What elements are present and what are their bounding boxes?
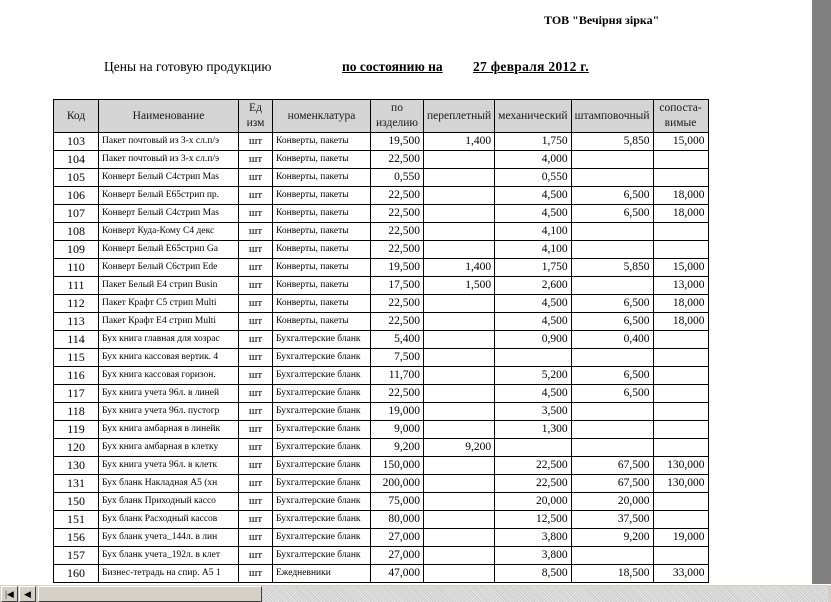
cell-binding[interactable] — [424, 493, 495, 511]
cell-unit[interactable]: шт — [239, 259, 273, 277]
cell-nom[interactable]: Конверты, пакеты — [273, 277, 371, 295]
cell-binding[interactable] — [424, 241, 495, 259]
cell-code[interactable]: 109 — [54, 241, 99, 259]
cell-stamp[interactable] — [571, 151, 653, 169]
column-header-matched: сопоста-вимые — [653, 100, 708, 133]
cell-unit[interactable]: шт — [239, 169, 273, 187]
cell-nom[interactable]: Ежедневники — [273, 565, 371, 583]
cell-unit[interactable]: шт — [239, 529, 273, 547]
column-header-stamp: штамповочный — [571, 100, 653, 133]
table-row — [54, 565, 709, 583]
cell-code[interactable]: 119 — [54, 421, 99, 439]
cell-nom[interactable]: Бухгалтерские бланк — [273, 475, 371, 493]
cell-nom[interactable]: Конверты, пакеты — [273, 295, 371, 313]
cell-matched[interactable] — [653, 367, 708, 385]
cell-stamp[interactable]: 6,500 — [571, 295, 653, 313]
cell-matched[interactable] — [653, 493, 708, 511]
table-row — [54, 331, 709, 349]
column-header-unit: Ед изм — [239, 100, 273, 133]
cell-nom[interactable]: Бухгалтерские бланк — [273, 331, 371, 349]
cell-binding[interactable] — [424, 421, 495, 439]
cell-mechanical[interactable]: 1,750 — [495, 259, 571, 277]
table-row — [54, 151, 709, 169]
cell-per_item[interactable]: 9,200 — [371, 439, 424, 457]
cell-unit[interactable]: шт — [239, 457, 273, 475]
cell-mechanical[interactable]: 20,000 — [495, 493, 571, 511]
cell-matched[interactable] — [653, 403, 708, 421]
cell-mechanical[interactable]: 5,200 — [495, 367, 571, 385]
cell-stamp[interactable]: 37,500 — [571, 511, 653, 529]
page-title: Цены на готовую продукцию — [104, 59, 272, 74]
cell-per_item[interactable]: 200,000 — [371, 475, 424, 493]
cell-name[interactable]: Бух книга учета 96л. пустогр — [99, 403, 239, 421]
table-row — [54, 133, 709, 151]
cell-matched[interactable] — [653, 169, 708, 187]
cell-nom[interactable]: Конверты, пакеты — [273, 259, 371, 277]
table-row — [54, 277, 709, 295]
arrow-left-icon: ◀ — [24, 589, 31, 599]
cell-matched[interactable]: 15,000 — [653, 133, 708, 151]
cell-matched[interactable] — [653, 223, 708, 241]
cell-per_item[interactable]: 22,500 — [371, 151, 424, 169]
cell-code[interactable]: 103 — [54, 133, 99, 151]
cell-mechanical[interactable]: 0,900 — [495, 331, 571, 349]
cell-unit[interactable]: шт — [239, 367, 273, 385]
cell-name[interactable]: Конверт Белый С4стрип Mas — [99, 169, 239, 187]
cell-stamp[interactable]: 5,850 — [571, 133, 653, 151]
arrow-left-end-icon: |◀ — [5, 589, 14, 599]
cell-name[interactable]: Бизнес-тетрадь на спир. А5 1 — [99, 565, 239, 583]
cell-name[interactable]: Конверт Белый С4стрип Mas — [99, 205, 239, 223]
cell-unit[interactable]: шт — [239, 295, 273, 313]
cell-binding[interactable] — [424, 403, 495, 421]
cell-unit[interactable]: шт — [239, 331, 273, 349]
cell-name[interactable]: Конверт Белый Е65стрип Ga — [99, 241, 239, 259]
column-header-binding: переплетный — [424, 100, 495, 133]
cell-per_item[interactable]: 19,500 — [371, 133, 424, 151]
cell-nom[interactable]: Бухгалтерские бланк — [273, 439, 371, 457]
cell-binding[interactable]: 1,400 — [424, 133, 495, 151]
cell-per_item[interactable]: 11,700 — [371, 367, 424, 385]
cell-mechanical[interactable] — [495, 439, 571, 457]
cell-stamp[interactable]: 9,200 — [571, 529, 653, 547]
cell-code[interactable]: 151 — [54, 511, 99, 529]
cell-matched[interactable]: 18,000 — [653, 313, 708, 331]
cell-unit[interactable]: шт — [239, 439, 273, 457]
table-row — [54, 349, 709, 367]
table-row — [54, 421, 709, 439]
cell-name[interactable]: Бух книга главная для хозрас — [99, 331, 239, 349]
column-header-code: Код — [54, 100, 99, 133]
cell-nom[interactable]: Бухгалтерские бланк — [273, 349, 371, 367]
cell-code[interactable]: 116 — [54, 367, 99, 385]
cell-binding[interactable] — [424, 223, 495, 241]
table-row — [54, 457, 709, 475]
cell-stamp[interactable] — [571, 403, 653, 421]
cell-binding[interactable] — [424, 385, 495, 403]
cell-stamp[interactable]: 6,500 — [571, 313, 653, 331]
cell-stamp[interactable] — [571, 241, 653, 259]
cell-nom[interactable]: Конверты, пакеты — [273, 241, 371, 259]
window-background — [812, 0, 831, 584]
cell-per_item[interactable]: 27,000 — [371, 529, 424, 547]
cell-mechanical[interactable]: 4,100 — [495, 241, 571, 259]
cell-stamp[interactable]: 6,500 — [571, 367, 653, 385]
cell-name[interactable]: Конверт Белый Е65стрип пр. — [99, 187, 239, 205]
table-row — [54, 187, 709, 205]
cell-per_item[interactable]: 5,400 — [371, 331, 424, 349]
cell-matched[interactable]: 13,000 — [653, 277, 708, 295]
cell-per_item[interactable]: 22,500 — [371, 223, 424, 241]
cell-binding[interactable] — [424, 367, 495, 385]
cell-code[interactable]: 160 — [54, 565, 99, 583]
company-name: ТОВ "Вечірня зірка" — [544, 13, 660, 27]
cell-mechanical[interactable]: 4,500 — [495, 385, 571, 403]
cell-name[interactable]: Бух книга амбарная в линейк — [99, 421, 239, 439]
cell-per_item[interactable]: 9,000 — [371, 421, 424, 439]
cell-stamp[interactable] — [571, 169, 653, 187]
cell-matched[interactable]: 130,000 — [653, 475, 708, 493]
cell-per_item[interactable]: 7,500 — [371, 349, 424, 367]
cell-unit[interactable]: шт — [239, 385, 273, 403]
column-header-per_item: по изделию — [371, 100, 424, 133]
cell-binding[interactable] — [424, 313, 495, 331]
cell-matched[interactable] — [653, 349, 708, 367]
cell-name[interactable]: Бух книга кассовая вертик. 4 — [99, 349, 239, 367]
cell-unit[interactable]: шт — [239, 223, 273, 241]
cell-nom[interactable]: Конверты, пакеты — [273, 223, 371, 241]
scroll-left-button[interactable] — [19, 586, 36, 602]
report-date: 27 февраля 2012 г. — [473, 59, 589, 74]
cell-matched[interactable]: 15,000 — [653, 259, 708, 277]
cell-stamp[interactable]: 6,500 — [571, 187, 653, 205]
cell-name[interactable]: Бух бланк учета_144л. в лин — [99, 529, 239, 547]
cell-stamp[interactable] — [571, 349, 653, 367]
cell-name[interactable]: Бух книга амбарная в клетку — [99, 439, 239, 457]
cell-code[interactable]: 104 — [54, 151, 99, 169]
cell-mechanical[interactable]: 0,550 — [495, 169, 571, 187]
cell-name[interactable]: Пакет почтовый из 3-х сл.п/э — [99, 133, 239, 151]
table-row — [54, 439, 709, 457]
cell-mechanical[interactable]: 12,500 — [495, 511, 571, 529]
table-row — [54, 367, 709, 385]
cell-nom[interactable]: Бухгалтерские бланк — [273, 403, 371, 421]
cell-code[interactable]: 112 — [54, 295, 99, 313]
scroll-track[interactable] — [262, 586, 828, 602]
scroll-thumb[interactable] — [38, 586, 262, 602]
cell-stamp[interactable] — [571, 547, 653, 565]
cell-binding[interactable] — [424, 475, 495, 493]
cell-code[interactable]: 110 — [54, 259, 99, 277]
cell-matched[interactable] — [653, 511, 708, 529]
cell-matched[interactable] — [653, 439, 708, 457]
cell-stamp[interactable]: 20,000 — [571, 493, 653, 511]
cell-binding[interactable] — [424, 205, 495, 223]
cell-code[interactable]: 106 — [54, 187, 99, 205]
cell-binding[interactable] — [424, 349, 495, 367]
cell-per_item[interactable]: 22,500 — [371, 313, 424, 331]
cell-per_item[interactable]: 150,000 — [371, 457, 424, 475]
cell-binding[interactable] — [424, 295, 495, 313]
cell-name[interactable]: Конверт Куда-Кому С4 декс — [99, 223, 239, 241]
table-row — [54, 205, 709, 223]
cell-binding[interactable] — [424, 187, 495, 205]
cell-per_item[interactable]: 22,500 — [371, 295, 424, 313]
cell-per_item[interactable]: 22,500 — [371, 187, 424, 205]
cell-mechanical[interactable]: 1,300 — [495, 421, 571, 439]
cell-mechanical[interactable]: 4,000 — [495, 151, 571, 169]
column-header-mechanical: механический — [495, 100, 571, 133]
cell-mechanical[interactable]: 4,500 — [495, 187, 571, 205]
cell-stamp[interactable]: 67,500 — [571, 457, 653, 475]
cell-matched[interactable] — [653, 241, 708, 259]
cell-nom[interactable]: Конверты, пакеты — [273, 169, 371, 187]
cell-mechanical[interactable]: 1,750 — [495, 133, 571, 151]
cell-binding[interactable]: 1,400 — [424, 259, 495, 277]
cell-name[interactable]: Бух книга учета 96л. в клетк — [99, 457, 239, 475]
cell-per_item[interactable]: 27,000 — [371, 547, 424, 565]
cell-nom[interactable]: Бухгалтерские бланк — [273, 367, 371, 385]
cell-nom[interactable]: Бухгалтерские бланк — [273, 457, 371, 475]
cell-code[interactable]: 156 — [54, 529, 99, 547]
cell-code[interactable]: 107 — [54, 205, 99, 223]
cell-nom[interactable]: Бухгалтерские бланк — [273, 421, 371, 439]
table-row — [54, 295, 709, 313]
cell-name[interactable]: Бух бланк Приходный кассо — [99, 493, 239, 511]
cell-unit[interactable]: шт — [239, 493, 273, 511]
horizontal-scrollbar[interactable] — [0, 584, 831, 602]
table-row — [54, 403, 709, 421]
cell-nom[interactable]: Бухгалтерские бланк — [273, 493, 371, 511]
cell-matched[interactable] — [653, 331, 708, 349]
table-row — [54, 313, 709, 331]
cell-name[interactable]: Бух бланк Накладная А5 (хн — [99, 475, 239, 493]
cell-unit[interactable]: шт — [239, 511, 273, 529]
cell-code[interactable]: 105 — [54, 169, 99, 187]
cell-name[interactable]: Конверт Белый С6стрип Ede — [99, 259, 239, 277]
cell-binding[interactable] — [424, 331, 495, 349]
cell-matched[interactable] — [653, 421, 708, 439]
as-of-label: по состоянию на — [342, 59, 443, 74]
cell-nom[interactable]: Бухгалтерские бланк — [273, 385, 371, 403]
cell-per_item[interactable]: 22,500 — [371, 205, 424, 223]
cell-mechanical[interactable]: 3,800 — [495, 547, 571, 565]
table-row — [54, 529, 709, 547]
table-row — [54, 493, 709, 511]
cell-code[interactable]: 113 — [54, 313, 99, 331]
cell-name[interactable]: Бух бланк учета_192л. в клет — [99, 547, 239, 565]
column-header-nom: номенклатура — [273, 100, 371, 133]
table-row — [54, 385, 709, 403]
cell-per_item[interactable]: 47,000 — [371, 565, 424, 583]
cell-binding[interactable]: 9,200 — [424, 439, 495, 457]
cell-per_item[interactable]: 17,500 — [371, 277, 424, 295]
cell-mechanical[interactable] — [495, 349, 571, 367]
cell-stamp[interactable] — [571, 277, 653, 295]
cell-unit[interactable]: шт — [239, 187, 273, 205]
cell-binding[interactable] — [424, 151, 495, 169]
cell-binding[interactable] — [424, 511, 495, 529]
cell-nom[interactable]: Конверты, пакеты — [273, 205, 371, 223]
cell-matched[interactable]: 18,000 — [653, 187, 708, 205]
cell-matched[interactable]: 33,000 — [653, 565, 708, 583]
cell-binding[interactable]: 1,500 — [424, 277, 495, 295]
cell-code[interactable]: 120 — [54, 439, 99, 457]
cell-code[interactable]: 108 — [54, 223, 99, 241]
cell-unit[interactable]: шт — [239, 421, 273, 439]
cell-code[interactable]: 111 — [54, 277, 99, 295]
table-row — [54, 511, 709, 529]
cell-code[interactable]: 131 — [54, 475, 99, 493]
cell-matched[interactable] — [653, 385, 708, 403]
cell-per_item[interactable]: 22,500 — [371, 385, 424, 403]
table-row — [54, 259, 709, 277]
cell-per_item[interactable]: 19,000 — [371, 403, 424, 421]
cell-matched[interactable]: 130,000 — [653, 457, 708, 475]
cell-mechanical[interactable]: 22,500 — [495, 475, 571, 493]
cell-matched[interactable]: 19,000 — [653, 529, 708, 547]
cell-nom[interactable]: Конверты, пакеты — [273, 151, 371, 169]
cell-binding[interactable] — [424, 529, 495, 547]
cell-per_item[interactable]: 80,000 — [371, 511, 424, 529]
cell-code[interactable]: 114 — [54, 331, 99, 349]
cell-mechanical[interactable]: 3,500 — [495, 403, 571, 421]
cell-stamp[interactable]: 6,500 — [571, 385, 653, 403]
cell-nom[interactable]: Конверты, пакеты — [273, 313, 371, 331]
cell-unit[interactable]: шт — [239, 475, 273, 493]
scroll-first-button[interactable] — [1, 586, 18, 602]
cell-binding[interactable] — [424, 169, 495, 187]
cell-stamp[interactable]: 5,850 — [571, 259, 653, 277]
cell-per_item[interactable]: 19,500 — [371, 259, 424, 277]
cell-mechanical[interactable]: 8,500 — [495, 565, 571, 583]
cell-name[interactable]: Пакет Крафт С5 стрип Multi — [99, 295, 239, 313]
cell-name[interactable]: Пакет Крафт Е4 стрип Multi — [99, 313, 239, 331]
cell-binding[interactable] — [424, 457, 495, 475]
cell-code[interactable]: 150 — [54, 493, 99, 511]
cell-unit[interactable]: шт — [239, 349, 273, 367]
cell-name[interactable]: Пакет Белый Е4 стрип Busin — [99, 277, 239, 295]
cell-unit[interactable]: шт — [239, 547, 273, 565]
cell-mechanical[interactable]: 2,600 — [495, 277, 571, 295]
cell-name[interactable]: Пакет почтовый из 3-х сл.п/э — [99, 151, 239, 169]
cell-mechanical[interactable]: 4,500 — [495, 313, 571, 331]
cell-nom[interactable]: Бухгалтерские бланк — [273, 529, 371, 547]
table-row — [54, 475, 709, 493]
cell-stamp[interactable]: 0,400 — [571, 331, 653, 349]
cell-per_item[interactable]: 0,550 — [371, 169, 424, 187]
table-row — [54, 241, 709, 259]
cell-name[interactable]: Бух книга кассовая горизон. — [99, 367, 239, 385]
cell-stamp[interactable] — [571, 421, 653, 439]
cell-matched[interactable] — [653, 547, 708, 565]
cell-stamp[interactable]: 18,500 — [571, 565, 653, 583]
cell-binding[interactable] — [424, 547, 495, 565]
table-row — [54, 547, 709, 565]
cell-matched[interactable] — [653, 151, 708, 169]
cell-matched[interactable]: 18,000 — [653, 295, 708, 313]
cell-unit[interactable]: шт — [239, 403, 273, 421]
cell-mechanical[interactable]: 4,100 — [495, 223, 571, 241]
cell-nom[interactable]: Бухгалтерские бланк — [273, 511, 371, 529]
cell-binding[interactable] — [424, 565, 495, 583]
cell-mechanical[interactable]: 4,500 — [495, 205, 571, 223]
cell-mechanical[interactable]: 22,500 — [495, 457, 571, 475]
cell-code[interactable]: 117 — [54, 385, 99, 403]
table-body — [54, 133, 709, 583]
cell-stamp[interactable]: 67,500 — [571, 475, 653, 493]
cell-matched[interactable]: 18,000 — [653, 205, 708, 223]
cell-per_item[interactable]: 22,500 — [371, 241, 424, 259]
cell-nom[interactable]: Конверты, пакеты — [273, 133, 371, 151]
cell-per_item[interactable]: 75,000 — [371, 493, 424, 511]
cell-unit[interactable]: шт — [239, 313, 273, 331]
cell-unit[interactable]: шт — [239, 151, 273, 169]
cell-unit[interactable]: шт — [239, 277, 273, 295]
cell-name[interactable]: Бух книга учета 96л. в линей — [99, 385, 239, 403]
cell-unit[interactable]: шт — [239, 565, 273, 583]
cell-code[interactable]: 130 — [54, 457, 99, 475]
cell-code[interactable]: 157 — [54, 547, 99, 565]
cell-name[interactable]: Бух бланк Расходный кассов — [99, 511, 239, 529]
cell-code[interactable]: 115 — [54, 349, 99, 367]
table-header-row — [54, 100, 709, 133]
cell-stamp[interactable] — [571, 223, 653, 241]
table-row — [54, 223, 709, 241]
cell-nom[interactable]: Бухгалтерские бланк — [273, 547, 371, 565]
cell-unit[interactable]: шт — [239, 133, 273, 151]
cell-unit[interactable]: шт — [239, 205, 273, 223]
cell-unit[interactable]: шт — [239, 241, 273, 259]
table-row — [54, 169, 709, 187]
cell-mechanical[interactable]: 3,800 — [495, 529, 571, 547]
cell-stamp[interactable]: 6,500 — [571, 205, 653, 223]
cell-nom[interactable]: Конверты, пакеты — [273, 187, 371, 205]
column-header-name: Наименование — [99, 100, 239, 133]
price-table — [53, 99, 709, 583]
cell-mechanical[interactable]: 4,500 — [495, 295, 571, 313]
cell-code[interactable]: 118 — [54, 403, 99, 421]
cell-stamp[interactable] — [571, 439, 653, 457]
